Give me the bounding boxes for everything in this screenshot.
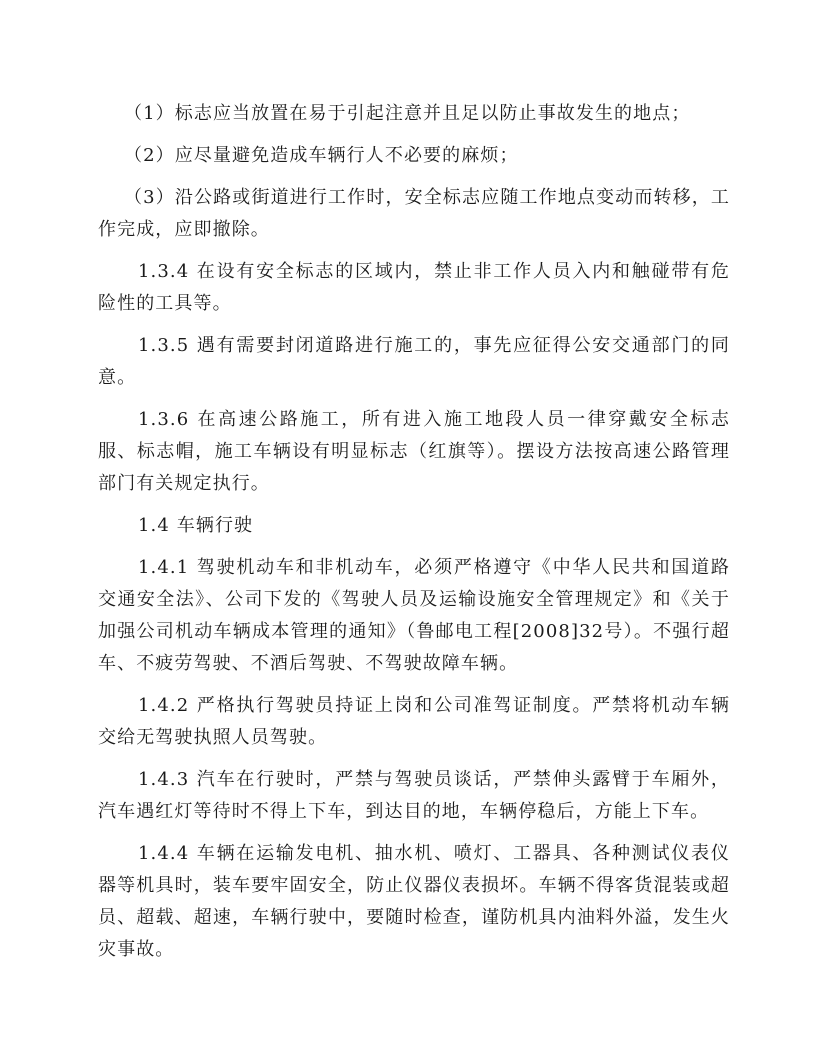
clause-1-3-4: 1.3.4 在设有安全标志的区域内，禁止非工作人员入内和触碰带有危险性的工具等。 bbox=[98, 261, 730, 314]
clause-1-4-3: 1.4.3 汽车在行驶时，严禁与驾驶员谈话，严禁伸头露臂于车厢外，汽车遇红灯等待时不得上下车，到达目的地，车辆停稳后，方能上下车。 bbox=[98, 769, 730, 822]
list-item-1: （1）标志应当放置在易于引起注意并且足以防止事故发生的地点； bbox=[124, 103, 691, 124]
clause-1-4-4: 1.4.4 车辆在运输发电机、抽水机、喷灯、工器具、各种测试仪表仪器等机具时，装车要牢固安全，防止仪器仪表损坏。车辆不得客货混装或超员、超载、超速，车辆行驶中，要随时检查，谨防机具内油料外溢，发生火灾事故。 bbox=[98, 843, 730, 960]
clause-1-4-2: 1.4.2 严格执行驾驶员持证上岗和公司准驾证制度。严禁将机动车辆交给无驾驶执照人员驾驶。 bbox=[98, 695, 730, 748]
section-heading-1-4: 1.4 车辆行驶 bbox=[138, 515, 254, 536]
clause-1-3-5: 1.3.5 遇有需要封闭道路进行施工的，事先应征得公安交通部门的同意。 bbox=[98, 335, 730, 388]
clause-1-3-6: 1.3.6 在高速公路施工，所有进入施工地段人员一律穿戴安全标志服、标志帽，施工车辆设有明显标志（红旗等）。摆设方法按高速公路管理部门有关规定执行。 bbox=[98, 409, 730, 494]
clause-1-4-1: 1.4.1 驾驶机动车和非机动车，必须严格遵守《中华人民共和国道路交通安全法》、公司下发的《驾驶人员及运输设施安全管理规定》和《关于加强公司机动车辆成本管理的通知》（鲁邮电工程[2008]32号）。不强行超车、不疲劳驾驶、不酒后驾驶、不驾驶故障车辆。 bbox=[98, 557, 730, 674]
list-item-3: （3）沿公路或街道进行工作时，安全标志应随工作地点变动而转移，工作完成，应即撤除。 bbox=[98, 187, 730, 240]
document-page bbox=[98, 98, 730, 976]
list-item-2: （2）应尽量避免造成车辆行人不必要的麻烦； bbox=[124, 145, 519, 166]
